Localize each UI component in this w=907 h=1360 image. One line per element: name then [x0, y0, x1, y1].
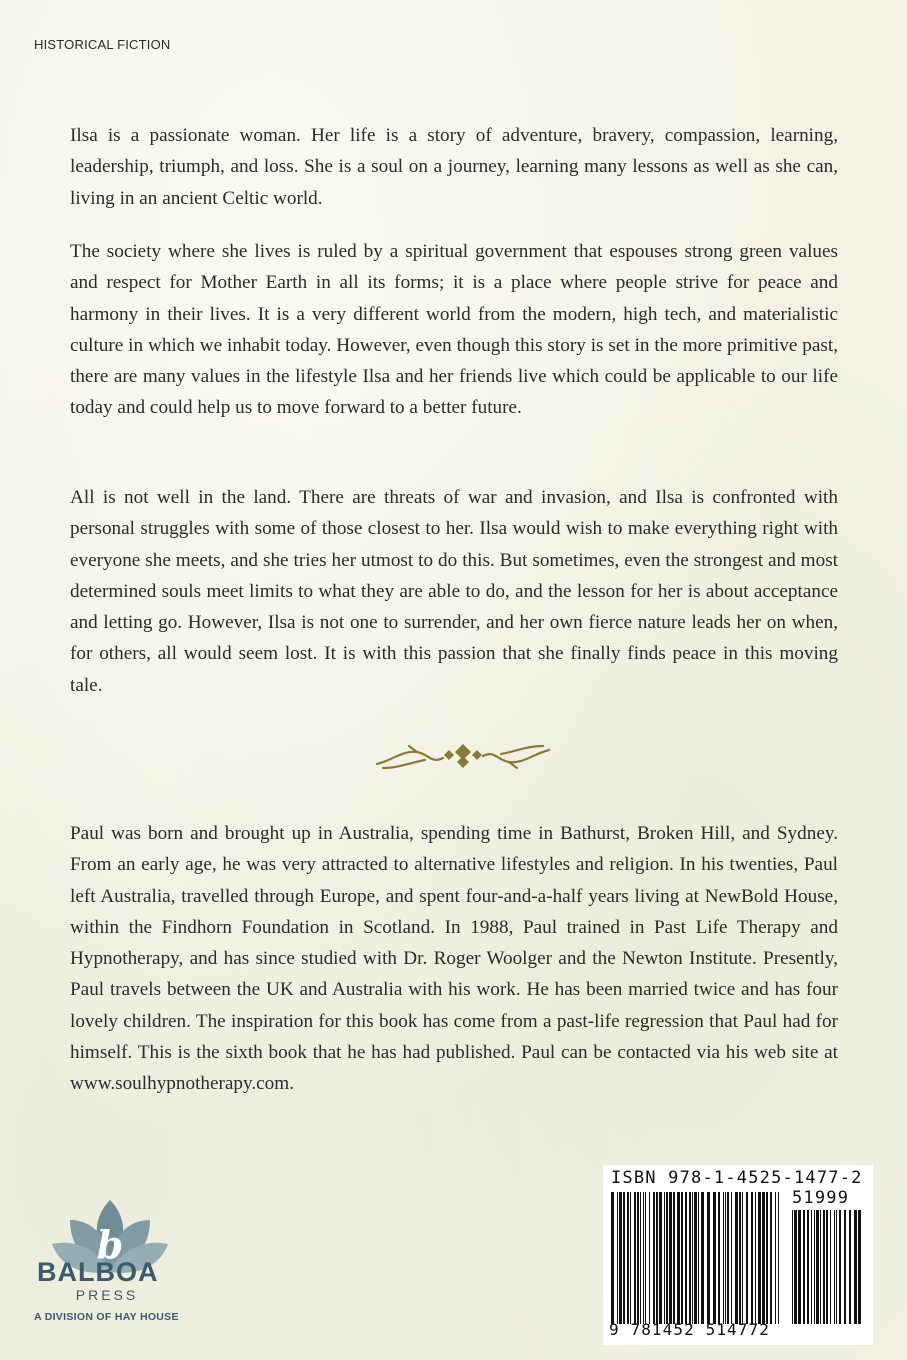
- isbn-label: ISBN 978-1-4525-1477-2: [611, 1168, 863, 1188]
- publisher-division: A DIVISION OF HAY HOUSE: [34, 1311, 179, 1323]
- barcode-block: [603, 1165, 873, 1345]
- genre-label: HISTORICAL FICTION: [34, 37, 171, 52]
- barcode-addon-bars: [792, 1210, 862, 1324]
- blurb-paragraph-3: All is not well in the land. There are threats of war and invasion, and Ilsa is confronted with personal struggles with some of those closest to her. Ilsa would wish to make everything right with everyone she meets, and she tries her utmost to do this. But sometimes, even the strongest and most determined souls meet limits to what they are able to do, and the lesson for her is about acceptance and letting go. However, Ilsa is not one to surrender, and her own fierce nature leads her on when, for others, all would seem lost. It is with this passion that she finally finds peace in this moving tale.: [70, 487, 838, 696]
- blurb-paragraph-1: Ilsa is a passionate woman. Her life is a story of adventure, bravery, compassion, learning, leadership, triumph, and loss. She is a soul on a journey, learning many lessons as well as she can, living in an ancient Celtic world.: [70, 125, 838, 209]
- logo-letter: b: [96, 1222, 124, 1267]
- publisher-name-sub: PRESS: [75, 1287, 139, 1303]
- blurb-paragraph-2: The society where she lives is ruled by a spiritual government that espouses strong green values and respect for Mother Earth in all its forms; it is a place where people strive for peace and harmony in their lives. It is a very different world from the modern, high tech, and materialistic culture in which we inhabit today. However, even though this story is set in the more primitive past, there are many values in the lifestyle Ilsa and her friends live which could be applicable to our life today and could help us to move forward to a better future.: [70, 241, 838, 419]
- ornament-divider-icon: [373, 738, 553, 776]
- barcode-bars: [611, 1192, 781, 1324]
- barcode-digits: 9 781452 514772: [609, 1320, 770, 1339]
- author-bio: Paul was born and brought up in Australia, spending time in Bathurst, Broken Hill, and Sydney. From an early age, he was very attracted to alternative lifestyles and religion. In his twenties, Paul left Australia, travelled through Europe, and spent four-and-a-half years living at NewBold House, within the Findhorn Foundation in Scotland. In 1988, Paul trained in Past Life Therapy and Hypnotherapy, and has since studied with Dr. Roger Woolger and the Newton Institute. Presently, Paul travels between the UK and Australia with his work. He has been married twice and has four lovely children. The inspiration for this book has come from a past-life regression that Paul had for himself. This is the sixth book that he has had published. Paul can be contacted via his web site at www.soulhypnotherapy.com.: [70, 823, 838, 1095]
- price-code: 51999: [792, 1188, 850, 1208]
- publisher-name: BALBOA: [37, 1257, 159, 1287]
